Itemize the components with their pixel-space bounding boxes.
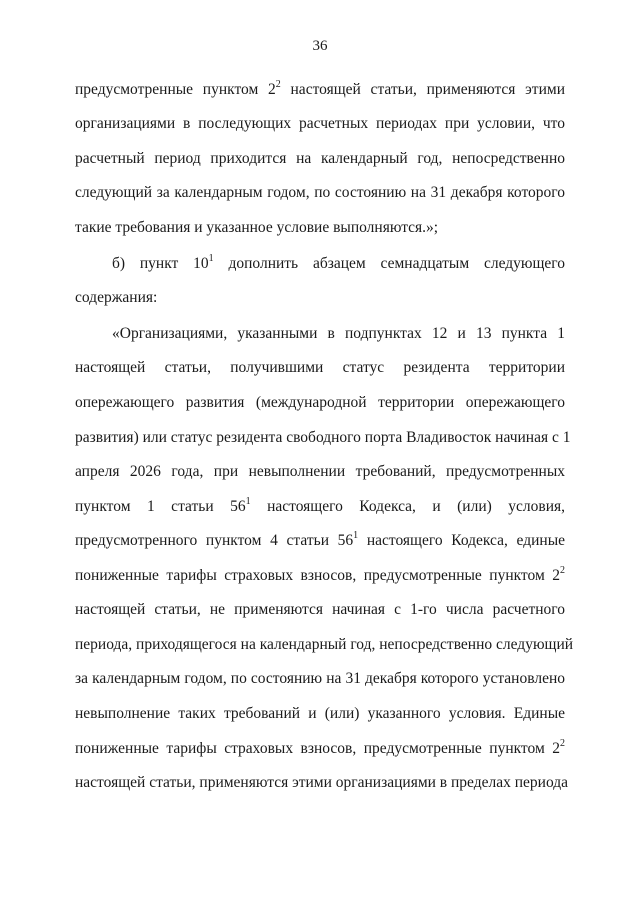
superscript: 2: [560, 737, 565, 749]
text-line: содержания:: [75, 289, 158, 306]
text-line: «Организациями, указанными в подпунктах 12 и 13 пункта 1: [112, 325, 565, 342]
text-line: за календарным годом, по состоянию на 31 декабря которого установлено: [75, 670, 565, 687]
text-line: предусмотренные пунктом $2^2$ настоящей статьи, применяются этими: [75, 78, 565, 98]
superscript: 1: [208, 252, 214, 264]
superscript: 1: [353, 529, 359, 541]
text-line: развития) или статус резидента свободного порта Владивосток начиная с 1: [75, 429, 571, 446]
text-line: следующий за календарным годом, по состоянию на 31 декабря которого: [75, 184, 565, 201]
superscript: 1: [245, 495, 251, 507]
text-line: предусмотренного пунктом 4 статьи $56^1$ настоящего Кодекса, единые: [75, 529, 566, 549]
text-line: настоящей статьи, получившими статус резидента территории: [75, 359, 565, 376]
text-line: б) пункт $10^1$ дополнить абзацем семнадцатым следующего: [112, 252, 565, 272]
text-line: настоящей статьи, не применяются начиная с 1-го числа расчетного: [75, 601, 565, 618]
text-line: пониженные тарифы страховых взносов, предусмотренные пунктом $2^2$: [75, 564, 565, 584]
superscript: 2: [560, 564, 565, 576]
text-line: невыполнение таких требований и (или) указанного условия. Единые: [75, 705, 565, 722]
text-line: апреля 2026 года, при невыполнении требований, предусмотренных: [75, 463, 565, 480]
text-line: периода, приходящегося на календарный год, непосредственно следующий: [75, 636, 574, 653]
text-line: опережающего развития (международной территории опережающего: [75, 394, 565, 411]
superscript: 2: [275, 78, 281, 90]
text-line: настоящей статьи, применяются этими организациями в пределах периода: [75, 774, 569, 791]
text-line: организациями в последующих расчетных периодах при условии, что: [75, 115, 565, 132]
text-line: пониженные тарифы страховых взносов, предусмотренные пунктом $2^2$: [75, 737, 565, 757]
text-line: такие требования и указанное условие выполняются.»;: [75, 219, 439, 236]
page-number: 36: [312, 38, 328, 54]
text-line: пунктом 1 статьи $56^1$ настоящего Кодекса, и (или) условия,: [75, 495, 565, 515]
text-line: расчетный период приходится на календарный год, непосредственно: [75, 150, 565, 167]
